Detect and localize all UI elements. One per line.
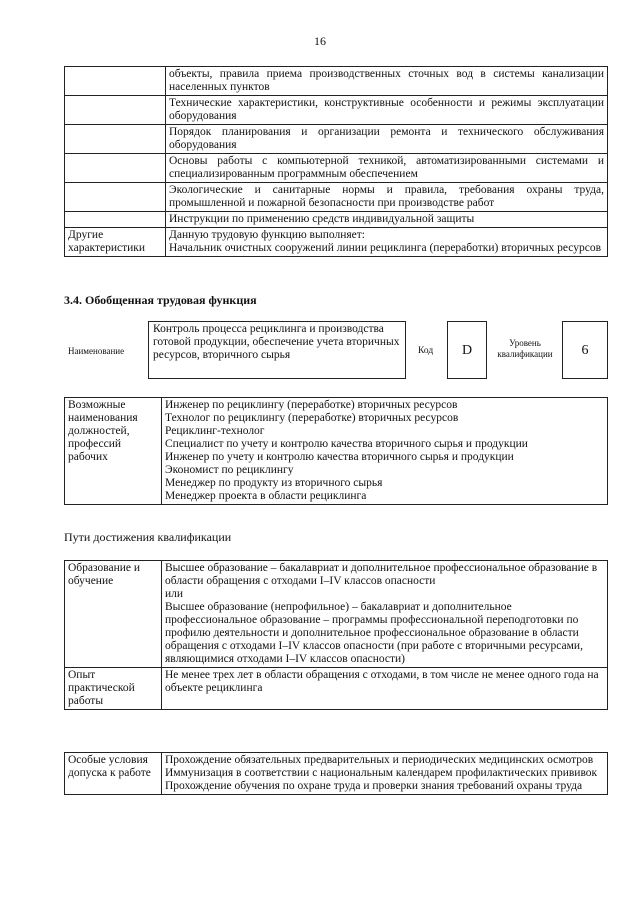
list-item: Прохождение обязательных предварительных и периодических медицинских осмотров xyxy=(165,754,594,766)
table-row xyxy=(65,183,608,212)
row-label xyxy=(65,96,166,125)
knowledge-table xyxy=(64,66,608,257)
level-label: Уровень квалификации xyxy=(497,338,553,359)
education-table xyxy=(64,560,608,710)
positions-list xyxy=(162,398,608,505)
education-option-2: Высшее образование (непрофильное) – бакалавриат и дополнительное профессиональное образование – программы профессиональной переподготовки по профилю деятельности и дополнительное профессиональное образование в области обращения с отходами I–IV классов опасности (при работе с вторичными ресурсами, являющимися отходами I–IV классов опасности) xyxy=(165,601,583,665)
section-title: 3.4. Обобщенная трудовая функция xyxy=(64,293,257,307)
conditions-label: Особые условия допуска к работе xyxy=(65,753,162,795)
conditions-list xyxy=(162,753,608,795)
performer-intro: Данную трудовую функцию выполняет: xyxy=(169,229,365,241)
table-row xyxy=(65,212,608,228)
table-row xyxy=(65,228,608,257)
row-text: объекты, правила приема производственных сточных вод в системы канализации населенных пунктов xyxy=(166,67,608,96)
page-number: 16 xyxy=(314,34,326,48)
row-text: Инструкции по применению средств индивидуальной защиты xyxy=(166,212,608,228)
row-text: Порядок планирования и организации ремонта и технического обслуживания оборудования xyxy=(166,125,608,154)
code-box: D xyxy=(447,321,487,379)
education-or: или xyxy=(165,588,184,600)
table-row xyxy=(65,561,608,668)
level-box: 6 xyxy=(562,321,608,379)
table-row xyxy=(65,398,608,505)
list-item: Экономист по рециклингу xyxy=(165,464,294,476)
row-label xyxy=(65,67,166,96)
table-row xyxy=(65,753,608,795)
paths-title: Пути достижения квалификации xyxy=(64,530,232,544)
row-label xyxy=(65,125,166,154)
list-item: Инженер по рециклингу (переработке) вторичных ресурсов xyxy=(165,399,458,411)
name-label: Наименование xyxy=(68,346,125,356)
experience-text: Не менее трех лет в области обращения с отходами, в том числе не менее одного года на объекте рециклинга xyxy=(162,668,608,710)
performer-title: Начальник очистных сооружений линии рециклинга (переработки) вторичных ресурсов xyxy=(169,242,602,254)
list-item: Прохождение обучения по охране труда и проверки знания требований охраны труда xyxy=(165,780,583,792)
list-item: Менеджер по продукту из вторичного сырья xyxy=(165,477,383,489)
list-item: Рециклинг-технолог xyxy=(165,425,265,437)
table-row xyxy=(65,125,608,154)
row-text: Основы работы с компьютерной техникой, автоматизированными системами и специализированным программным обеспечением xyxy=(166,154,608,183)
table-row xyxy=(65,154,608,183)
table-row xyxy=(65,67,608,96)
function-name-box: Контроль процесса рециклинга и производства готовой продукции, обеспечение учета вторичных ресурсов, вторичного сырья xyxy=(148,321,406,379)
other-characteristics-text xyxy=(166,228,608,257)
row-label xyxy=(65,154,166,183)
other-characteristics-label: Другие характеристики xyxy=(65,228,166,257)
list-item: Менеджер проекта в области рециклинга xyxy=(165,490,367,502)
education-text xyxy=(162,561,608,668)
positions-table xyxy=(64,397,608,505)
list-item: Инженер по учету и контролю качества вторичного сырья и продукции xyxy=(165,451,514,463)
table-row xyxy=(65,96,608,125)
row-text: Технические характеристики, конструктивные особенности и режимы эксплуатации оборудования xyxy=(166,96,608,125)
row-label xyxy=(65,183,166,212)
positions-label: Возможные наименования должностей, профессий рабочих xyxy=(65,398,162,505)
row-text: Экологические и санитарные нормы и правила, требования охраны труда, промышленной и пожарной безопасности при производстве работ xyxy=(166,183,608,212)
code-label: Код xyxy=(418,346,434,356)
table-row xyxy=(65,668,608,710)
list-item: Иммунизация в соответствии с национальным календарем профилактических прививок xyxy=(165,767,598,779)
experience-label: Опыт практической работы xyxy=(65,668,162,710)
list-item: Технолог по рециклингу (переработке) вторичных ресурсов xyxy=(165,412,459,424)
education-option-1: Высшее образование – бакалавриат и дополнительное профессиональное образование в области обращения с отходами I–IV классов опасности xyxy=(165,562,598,587)
education-label: Образование и обучение xyxy=(65,561,162,668)
conditions-table xyxy=(64,752,608,795)
row-label xyxy=(65,212,166,228)
list-item: Специалист по учету и контролю качества вторичного сырья и продукции xyxy=(165,438,528,450)
